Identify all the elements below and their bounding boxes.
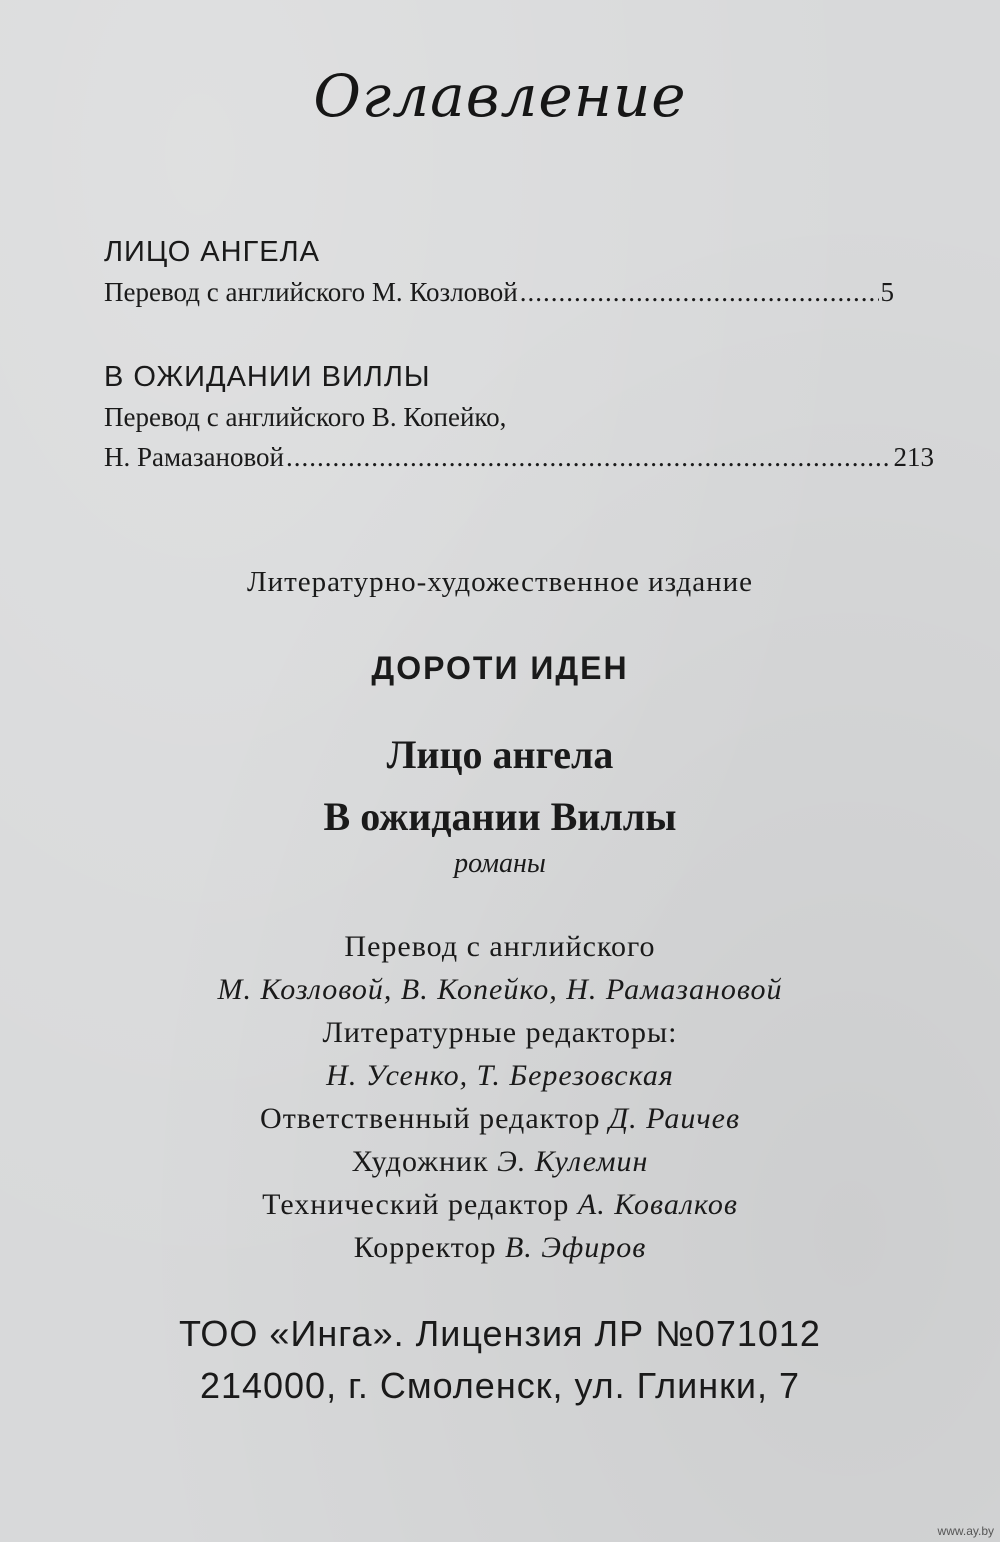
contents-heading: Оглавление xyxy=(313,62,687,130)
credits-block xyxy=(0,925,1000,1269)
credit-names: В. Эфиров xyxy=(504,1231,647,1264)
toc-entry-line xyxy=(104,272,894,312)
credit-line xyxy=(0,1054,1000,1097)
edition-type: Литературно-художественное издание xyxy=(246,566,754,598)
toc-translator: Перевод с английского В. Копейко, xyxy=(104,402,507,432)
credit-role: Ответственный редактор xyxy=(260,1102,601,1135)
credit-line xyxy=(0,968,1000,1011)
credit-line xyxy=(0,1097,1000,1140)
toc-entry-title: ЛИЦО АНГЕЛА xyxy=(104,236,321,268)
publisher-address: 214000, г. Смоленск, ул. Глинки, 7 xyxy=(199,1365,801,1406)
toc-entry xyxy=(104,357,934,477)
toc-page-number: 5 xyxy=(880,277,894,307)
credit-names: Н. Усенко, Т. Березовская xyxy=(326,1059,674,1092)
genre-label: романы xyxy=(454,848,546,879)
credit-role: Технический редактор xyxy=(262,1188,570,1221)
toc-entry xyxy=(104,232,934,312)
credit-names: А. Ковалков xyxy=(577,1188,738,1221)
credit-names: М. Козловой, В. Копейко, Н. Рамазановой xyxy=(217,973,783,1006)
watermark: www.ay.by xyxy=(937,1524,994,1538)
toc-translator: Н. Рамазановой xyxy=(104,442,284,472)
toc-leader-dots xyxy=(286,437,892,477)
book-title: В ожидании Виллы xyxy=(323,794,677,839)
toc-translator: Перевод с английского М. Козловой xyxy=(104,277,518,307)
credit-names: Д. Раичев xyxy=(609,1102,740,1135)
credit-line xyxy=(0,1183,1000,1226)
toc-leader-dots xyxy=(520,272,879,312)
publisher-license: ТОО «Инга». Лицензия ЛР №071012 xyxy=(179,1313,821,1354)
credit-role: Художник xyxy=(351,1145,489,1178)
credit-role: Перевод с английского xyxy=(344,930,656,963)
toc-entry-line xyxy=(104,397,934,437)
credit-role: Литературные редакторы: xyxy=(322,1016,678,1049)
credit-line xyxy=(0,1011,1000,1054)
credit-line xyxy=(0,1140,1000,1183)
toc-page-number: 213 xyxy=(893,442,934,472)
credit-role: Корректор xyxy=(353,1231,497,1264)
credit-line xyxy=(0,1226,1000,1269)
toc-entry-line xyxy=(104,437,934,477)
toc-entry-title: В ОЖИДАНИИ ВИЛЛЫ xyxy=(104,361,431,393)
author-name: ДОРОТИ ИДЕН xyxy=(371,650,629,686)
credit-line xyxy=(0,925,1000,968)
credit-names: Э. Кулемин xyxy=(497,1145,649,1178)
book-title: Лицо ангела xyxy=(386,732,614,777)
